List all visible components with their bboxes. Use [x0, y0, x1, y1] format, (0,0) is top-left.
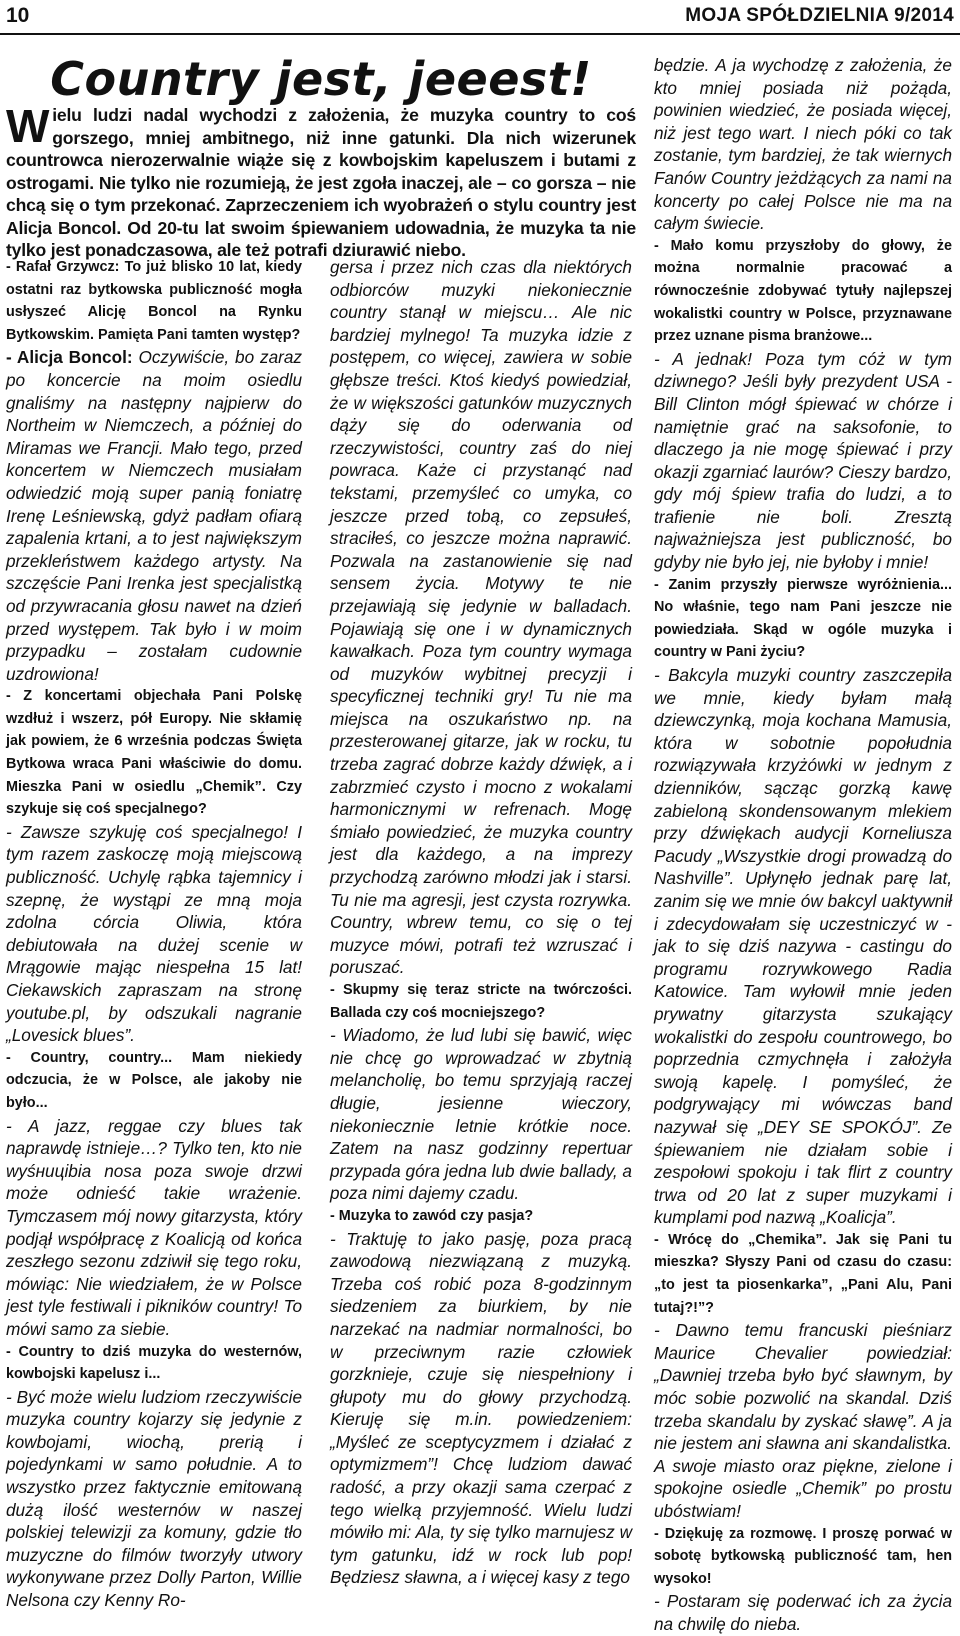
article-head — [6, 54, 636, 262]
question: - Wrócę do „Chemika”. Jak się Pani tu mieszka? Słyszy Pani od czasu do czasu: „to jest ta piosenkarka”, „Pani Alu, Pani tutaj?!”? — [654, 1231, 952, 1316]
text-column-1 — [6, 256, 302, 1612]
answer: - Dawno temu francuski pieśniarz Maurice Chevalier powiedział: „Dawniej trzeba było być sławnym, by móc sobie pozwolić na skandal. Dziś trzeba skandalu by zyskać sławę”. A ja nie jestem ani sławna ani skandalistka. A swoje miasto oraz piękne, zielone i spokojne osiedle „Chemik” po prostu ubóstwiam! — [654, 1320, 952, 1521]
interviewer-name: - Rafał Grzywcz: — [6, 259, 125, 275]
question: - Muzyka to zawód czy pasja? — [330, 1207, 534, 1224]
answer: - Postaram się poderwać ich za życia na chwilę do nieba. — [654, 1591, 952, 1634]
answer-text: Oczywiście, bo zaraz po koncercie na moim osiedlu gnaliśmy na następny najpierw do Northeim w Niemczech, a później do Miramas we Francji. Mało tego, przed koncertem w Niemczech musiałam odwiedzić moją super panią foniatrę Irenę Leśniewską, gdyż padłam ofiarą zapalenia krtani, a to jest największym przekleństwem każdego artysty. Na szczęście Pani Irenka jest specjalistką od przywracania głosu nawet na dzień przed występem. Tak było i w moim przypadku – zostałam cudownie uzdrowiona! — [6, 347, 303, 684]
question: - Country, country... Mam niekiedy odczucia, że w Polsce, ale jakoby nie było... — [6, 1049, 302, 1111]
article-title: Country jest, jeeest! — [50, 52, 592, 106]
question — [6, 256, 302, 346]
answer: - Być może wielu ludziom rzeczywiście muzyka country kojarzy się jedynie z kowbojami, wiochą, prerią i pojedynkami w samo południe. A to wszystko przez faktycznie emitowaną dużą ilość westernów w naszej polskiej telewizji za komuny, gdzie tło muzyczne do filmów tworzyły utwory wykonywane przez Dolly Parton, Willie Nelsona czy Kenny Ro- — [6, 1386, 302, 1611]
page-number: 10 — [6, 4, 30, 27]
answer: - Bakcyla muzyki country zaszczepiła we mnie, kiedy byłam małą dziewczynką, moja kochana Mamusia, która w sobotnie popołudnia rozwiązywała krzyżówki w jednym z dzienników, sącząc gorzką kawę zabieloną skondensowanym mlekiem przy dźwiękach audycji Korneliusza Pacudy „Wszystkie drogi prowadzą do Nashville”. Upłynęło jednak parę lat, zanim się we mnie ów bakcyl uaktywnił i zdecydowałam się uczestniczyć w - jak to się dziś nazywa - castingu do programu rozrywkowego Radia Katowice. Tam wyłowił mnie jeden prywatny gitarzysta szukający wokalistki do zespołu countrowego, bo poprzednia czmychnęła i założyła swoją kapelę. I pomyśleć, że podgrywający mi wówczas band nazywał się „DEY SE SPOKÓJ”. Ze śpiewaniem nie działam sobie i zespołowi spokoju i tak flirt z country trwa od 20 lat z super muzykami i kumplami pod nazwą „Koalicja”. — [654, 665, 952, 1228]
page-header — [0, 0, 960, 34]
question: - Z koncertami objechała Pani Polskę wzdłuż i wszerz, pół Europy. Nie skłamię jak powiem, że 6 września podczas Święta Bytkowa wraca Pani właściwie do domu. Mieszka Pani w osiedlu „Chemik”. Czy szykuje się coś specjalnego? — [6, 688, 302, 818]
drop-cap: W — [6, 100, 50, 152]
answer — [6, 346, 302, 685]
question: - Mało komu przyszłoby do głowy, że można normalnie pracować a równocześnie zdobywać tytuły najlepszej wokalistki country w Polsce, przyznawane przez uznane pisma branżowe... — [654, 237, 952, 345]
answer: - Traktuję to jako pasję, poza pracą zawodową niezwiązaną z muzyką. Trzeba coś robić poza 8-godzinnym siedzeniem za biurkiem, by nie narzekać na nadmiar normalności, bo w przeciwnym razie człowiek gorzknieje, czuje się niespełniony i głupoty mu do głowy przychodzą. Kieruję się m.in. powiedzeniem: „Myśleć ze sceptycyzmem i działać z optymizmem”! Chcę ludziom dawać radość, a przy okazji sama czerpać z tego wielką przyjemność. Wielu ludzi mówiło mi: Ala, ty się tylko marnujesz w tym gatunku, idź w rock lub pop! Będziesz sławna, a i więcej kasy z tego — [330, 1228, 632, 1588]
answer: - A jednak! Poza tym cóż w tym dziwnego? Jeśli były prezydent USA - Bill Clinton mógł śpiewać w chórze i namiętnie grać na saksofonie, to dlaczego ja nie mogę śpiewać i przy okazji zgarniać laurów? Cieszy bardzo, gdy mój śpiew trafia do ludzi, a to trafienie nie boli. Zresztą najważniejsza jest publiczność, bo gdyby nie było jej, nie byłoby i mnie! — [654, 348, 952, 573]
answer: - A jazz, reggae czy blues tak naprawdę istnieje…? Tylko ten, kto nie wyśницibia nosa poza swoje drzwi może odnieść takie wrażenie. Tymczasem mój nowy gitarzysta, który podjął współpracę z Koalicją od końca zeszłego sezonu zdziwił się tego roku, mówiąc: Nie wiedziałem, że w Polsce jest tyle festiwali i pikników country! To mówi samo za siebie. — [6, 1115, 302, 1339]
text-column-3 — [654, 54, 952, 1636]
lead-text: ielu ludzi nadal wychodzi z założenia, że muzyka country to coś gorszego, mniej ambitnego, niż inne gatunki. Dla nich wizerunek countrowca nierozerwalnie wiąże się z kowbojskim kapeluszem i butami z ostrogami. Nie tylko nie rozumieją, że jest zgoła inaczej, ale – co gorsza – nie chcą się o tym przekonać. Zaprzeczeniem ich wyobrażeń o stylu country jest Alicja Boncol. Od 20-tu lat swoim śpiewaniem udowadnia, że muzyka ta nie tylko jest ponadczasowa, ale też potrafi dziurawić niebo. — [6, 105, 636, 260]
answer: - Zawsze szykuję coś specjalnego! I tym razem zaskoczę moją miejscową publiczność. Uchylę rąbka tajemnicy i szepnę, że wystąpi ze mną moja zdolna córcia Oliwia, która debiutowała na dużej scenie w Mrągowie mając niespełna 15 lat! Ciekawskich zapraszam na stronę youtube.pl, by odszukali nagranie „Lovesick blues”. — [6, 821, 302, 1046]
question: - Country to dziś muzyka do westernów, kowbojski kapelusz i... — [6, 1343, 302, 1383]
question: - Dziękuję za rozmowę. I proszę porwać w sobotę bytkowską publiczność tam, hen wysoko! — [654, 1525, 952, 1587]
text-column-2 — [330, 256, 632, 1589]
interviewee-name: - Alicja Boncol: — [6, 347, 139, 368]
magazine-issue: MOJA SPÓŁDZIELNIA 9/2014 — [685, 5, 954, 26]
answer-continued: będzie. A ja wychodzę z założenia, że kto mniej posiada niż pożąda, powinien wiedzieć, że posiada więcej, niż jest tego wart. I niech póki co tak zostanie, tym bardziej, że tak wiernych Fanów Country jeżdżących za nami na koncerty po całej Polsce nie ma na całym świecie. — [654, 55, 952, 234]
answer-continued: gersa i przez nich czas dla niektórych odbiorców muzyki niekoniecznie country stanął w miejscu… Ale nic bardziej mylnego! Ta muzyka idzie z postępem, co więcej, zawiera w sobie głębsze treści. Ktoś kiedyś powiedział, że w większości gatunków muzycznych dąży się do oderwania od rzeczywistości, country zaś do niej powraca. Każe ci przystanąć nad tekstami, przemyśleć co umyka, co jeszcze przed tobą, co zepsułeś, straciłeś, co jeszcze można naprawić. Pozwala na zastanowienie się nad sensem życia. Motywy te nie przejawiają się jedynie w balladach. Pojawiają się one i w dynamicznych kawałkach. Poza tym country wymaga od muzyków wybitnej precyzji i specyficznej techniki gry! Tu nie ma miejsca na oszukaństwo np. na przesterowanej gitarze, jak w rocku, tu trzeba zagrać dobrze każdy dźwięk, a i zabrzmieć czysto i mocno z wokalami harmonicznymi w refrenach. Mogę śmiało powiedzieć, że muzyka country jest dla każdego, a na imprezy przychodzą zarówno młodzi jak i starsi. Tu nie ma agresji, jest czysta rozrywka. Country, wbrew temu, co się o tej muzyce mówi, potrafi też wzruszać i poruszać. — [330, 257, 632, 978]
question-text: To już blisko 10 lat, kiedy ostatni raz bytkowska publiczność mogła usłyszeć Alicję Boncol na Rynku Bytkowskim. Pamięta Pani tamten występ? — [6, 259, 302, 343]
question: - Skupmy się teraz stricte na twórczości. Ballada czy coś mocniejszego? — [330, 982, 632, 1021]
answer: - Wiadomo, że lud lubi się bawić, więc nie chcę go wprowadzać w zbytnią melancholię, bo temu sprzyjają raczej długie, jesienne wieczory, niekoniecznie letnie krótkie noce. Zatem na nasz godzinny repertuar przypada góra jedna lub dwie ballady, a poza nimi dajemy czadu. — [330, 1025, 632, 1204]
question: - Zanim przyszły pierwsze wyróżnienia... No właśnie, tego nam Pani jeszcze nie powiedziała. Skąd w ogóle muzyka i country w Pani życiu? — [654, 576, 952, 661]
header-rule — [0, 33, 960, 35]
article-lead — [6, 100, 636, 262]
